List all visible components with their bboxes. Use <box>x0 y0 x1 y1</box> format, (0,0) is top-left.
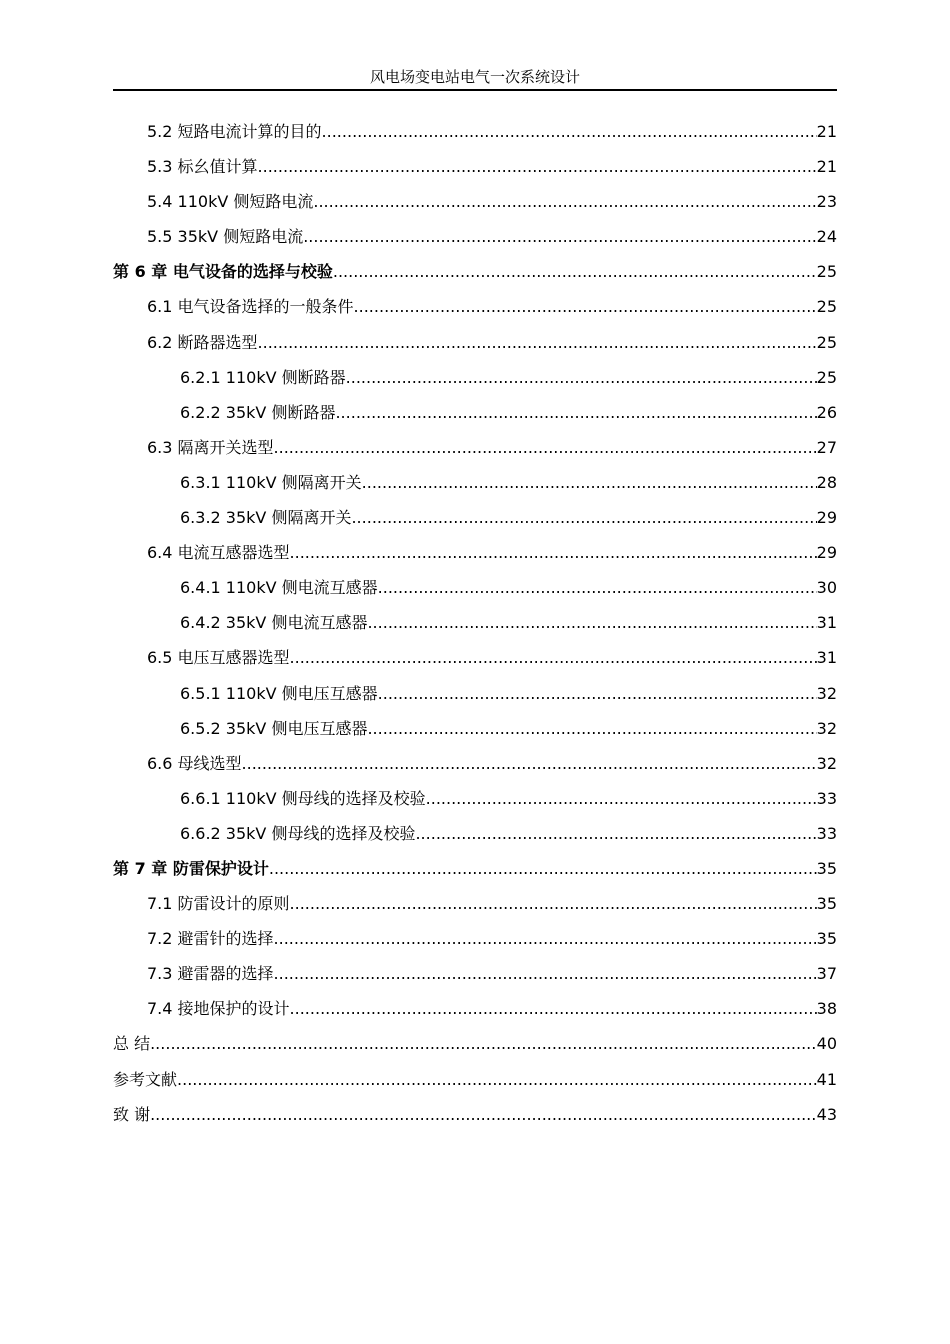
toc-entry-page-number: 29 <box>816 543 837 563</box>
toc-entry-page-number: 41 <box>816 1069 837 1089</box>
toc-dot-leader <box>150 1097 817 1132</box>
toc-dot-leader <box>303 219 816 254</box>
toc-entry[interactable] <box>113 149 837 184</box>
toc-entry-page-number: 35 <box>816 894 837 914</box>
toc-dot-leader <box>415 816 816 851</box>
toc-dot-leader <box>258 149 817 184</box>
toc-entry-title: 5.3 标幺值计算 <box>147 157 258 177</box>
toc-entry-title: 6.4.2 35kV 侧电流互感器 <box>180 613 368 633</box>
toc-entry-page-number: 23 <box>816 192 837 212</box>
toc-entry-title: 5.2 短路电流计算的目的 <box>147 122 322 141</box>
toc-entry-title: 6.5.2 35kV 侧电压互感器 <box>180 718 368 738</box>
toc-entry-page-number: 24 <box>816 227 837 247</box>
toc-entry-page-number: 25 <box>816 332 837 352</box>
toc-entry-title: 参考文献 <box>113 1069 178 1089</box>
toc-entry[interactable] <box>113 640 837 675</box>
toc-entry[interactable] <box>113 921 837 956</box>
toc-entry-page-number: 37 <box>816 964 837 984</box>
toc-entry-title: 6.3.1 110kV 侧隔离开关 <box>180 472 362 492</box>
toc-entry-title: 6.2 断路器选型 <box>147 332 258 352</box>
toc-dot-leader <box>290 991 817 1026</box>
toc-entry[interactable] <box>113 325 837 360</box>
toc-dot-leader <box>290 640 817 675</box>
toc-entry-title: 6.2.1 110kV 侧断路器 <box>180 367 346 387</box>
toc-entry-title: 6.6 母线选型 <box>147 753 242 773</box>
toc-entry-page-number: 38 <box>816 999 837 1019</box>
toc-dot-leader <box>274 921 817 956</box>
toc-entry[interactable] <box>113 851 837 886</box>
toc-entry[interactable] <box>113 500 837 535</box>
toc-entry[interactable] <box>113 465 837 500</box>
toc-entry[interactable] <box>113 676 837 711</box>
toc-dot-leader <box>426 781 817 816</box>
toc-dot-leader <box>274 956 817 991</box>
toc-entry[interactable] <box>113 886 837 921</box>
toc-entry[interactable] <box>113 430 837 465</box>
toc-entry-title: 7.2 避雷针的选择 <box>147 929 274 949</box>
toc-dot-leader <box>378 570 817 605</box>
toc-entry-title: 6.5 电压互感器选型 <box>147 648 290 668</box>
toc-entry-page-number: 32 <box>816 718 837 738</box>
toc-dot-leader <box>274 430 817 465</box>
toc-dot-leader <box>242 746 817 781</box>
toc-entry[interactable] <box>113 746 837 781</box>
toc-entry-title: 致 谢 <box>113 1104 151 1124</box>
toc-entry-page-number: 30 <box>816 578 837 598</box>
toc-entry[interactable] <box>113 1026 837 1061</box>
toc-entry[interactable] <box>113 781 837 816</box>
toc-entry-page-number: 43 <box>816 1104 837 1124</box>
toc-dot-leader <box>346 360 817 395</box>
toc-dot-leader <box>367 605 816 640</box>
toc-entry-title: 6.1 电气设备选择的一般条件 <box>147 297 354 317</box>
toc-dot-leader <box>258 325 817 360</box>
toc-entry-page-number: 35 <box>816 858 837 878</box>
toc-entry-title: 6.3.2 35kV 侧隔离开关 <box>180 508 352 528</box>
toc-entry[interactable] <box>113 535 837 570</box>
toc-entry-title: 6.3 隔离开关选型 <box>147 437 274 457</box>
toc-entry-title: 6.6.1 110kV 侧母线的选择及校验 <box>180 788 426 808</box>
toc-entry-page-number: 21 <box>816 157 837 177</box>
toc-dot-leader <box>333 254 817 289</box>
toc-entry-title: 第 6 章 电气设备的选择与校验 <box>113 262 333 282</box>
toc-entry-page-number: 33 <box>816 823 837 843</box>
toc-dot-leader <box>335 395 816 430</box>
toc-entry[interactable] <box>113 395 837 430</box>
toc-entry-title: 5.5 35kV 侧短路电流 <box>147 227 304 247</box>
toc-entry[interactable] <box>113 254 837 289</box>
toc-entry[interactable] <box>113 711 837 746</box>
toc-entry-title: 6.5.1 110kV 侧电压互感器 <box>180 683 378 703</box>
toc-entry-title: 7.3 避雷器的选择 <box>147 964 274 984</box>
toc-entry-page-number: 31 <box>816 613 837 633</box>
toc-entry-page-number: 26 <box>816 402 837 422</box>
toc-dot-leader <box>177 1062 817 1097</box>
toc-entry-page-number: 40 <box>816 1034 837 1054</box>
toc-entry-title: 第 7 章 防雷保护设计 <box>113 858 269 878</box>
toc-entry-title: 6.6.2 35kV 侧母线的选择及校验 <box>180 823 416 843</box>
toc-entry-page-number: 29 <box>816 508 837 528</box>
toc-entry-page-number: 28 <box>816 472 837 492</box>
toc-dot-leader <box>351 500 816 535</box>
toc-entry[interactable] <box>113 114 837 149</box>
toc-entry[interactable] <box>113 1097 837 1132</box>
toc-entry-page-number: 27 <box>816 437 837 457</box>
toc-entry-page-number: 25 <box>816 262 837 282</box>
toc-dot-leader <box>378 676 817 711</box>
toc-entry[interactable] <box>113 991 837 1026</box>
toc-dot-leader <box>322 114 817 149</box>
toc-entry[interactable] <box>113 1062 837 1097</box>
toc-entry-title: 总 结 <box>113 1034 151 1054</box>
toc-entry-title: 7.1 防雷设计的原则 <box>147 894 290 914</box>
toc-entry-title: 6.2.2 35kV 侧断路器 <box>180 402 336 422</box>
toc-entry-page-number: 33 <box>816 788 837 808</box>
toc-entry[interactable] <box>113 605 837 640</box>
toc-entry-page-number: 25 <box>816 367 837 387</box>
toc-entry[interactable] <box>113 816 837 851</box>
toc-dot-leader <box>290 535 817 570</box>
toc-dot-leader <box>367 711 816 746</box>
table-of-contents <box>113 114 837 1132</box>
toc-dot-leader <box>313 184 816 219</box>
toc-dot-leader <box>150 1026 817 1061</box>
toc-entry[interactable] <box>113 289 837 324</box>
toc-entry[interactable] <box>113 219 837 254</box>
toc-entry[interactable] <box>113 184 837 219</box>
header-divider <box>113 89 837 91</box>
toc-entry-page-number: 35 <box>816 929 837 949</box>
toc-entry-page-number: 32 <box>816 753 837 773</box>
toc-dot-leader <box>290 886 817 921</box>
toc-entry-title: 6.4.1 110kV 侧电流互感器 <box>180 578 378 598</box>
page-header-title: 风电场变电站电气一次系统设计 <box>369 68 580 86</box>
toc-entry-page-number: 25 <box>816 297 837 317</box>
toc-dot-leader <box>269 851 817 886</box>
toc-entry-page-number: 21 <box>816 122 837 141</box>
toc-dot-leader <box>354 289 817 324</box>
toc-entry-page-number: 32 <box>816 683 837 703</box>
toc-entry-title: 6.4 电流互感器选型 <box>147 543 290 563</box>
toc-entry[interactable] <box>113 360 837 395</box>
toc-entry-page-number: 31 <box>816 648 837 668</box>
toc-entry[interactable] <box>113 570 837 605</box>
toc-entry-title: 5.4 110kV 侧短路电流 <box>147 192 314 212</box>
toc-entry-title: 7.4 接地保护的设计 <box>147 999 290 1019</box>
toc-entry[interactable] <box>113 956 837 991</box>
toc-dot-leader <box>362 465 817 500</box>
